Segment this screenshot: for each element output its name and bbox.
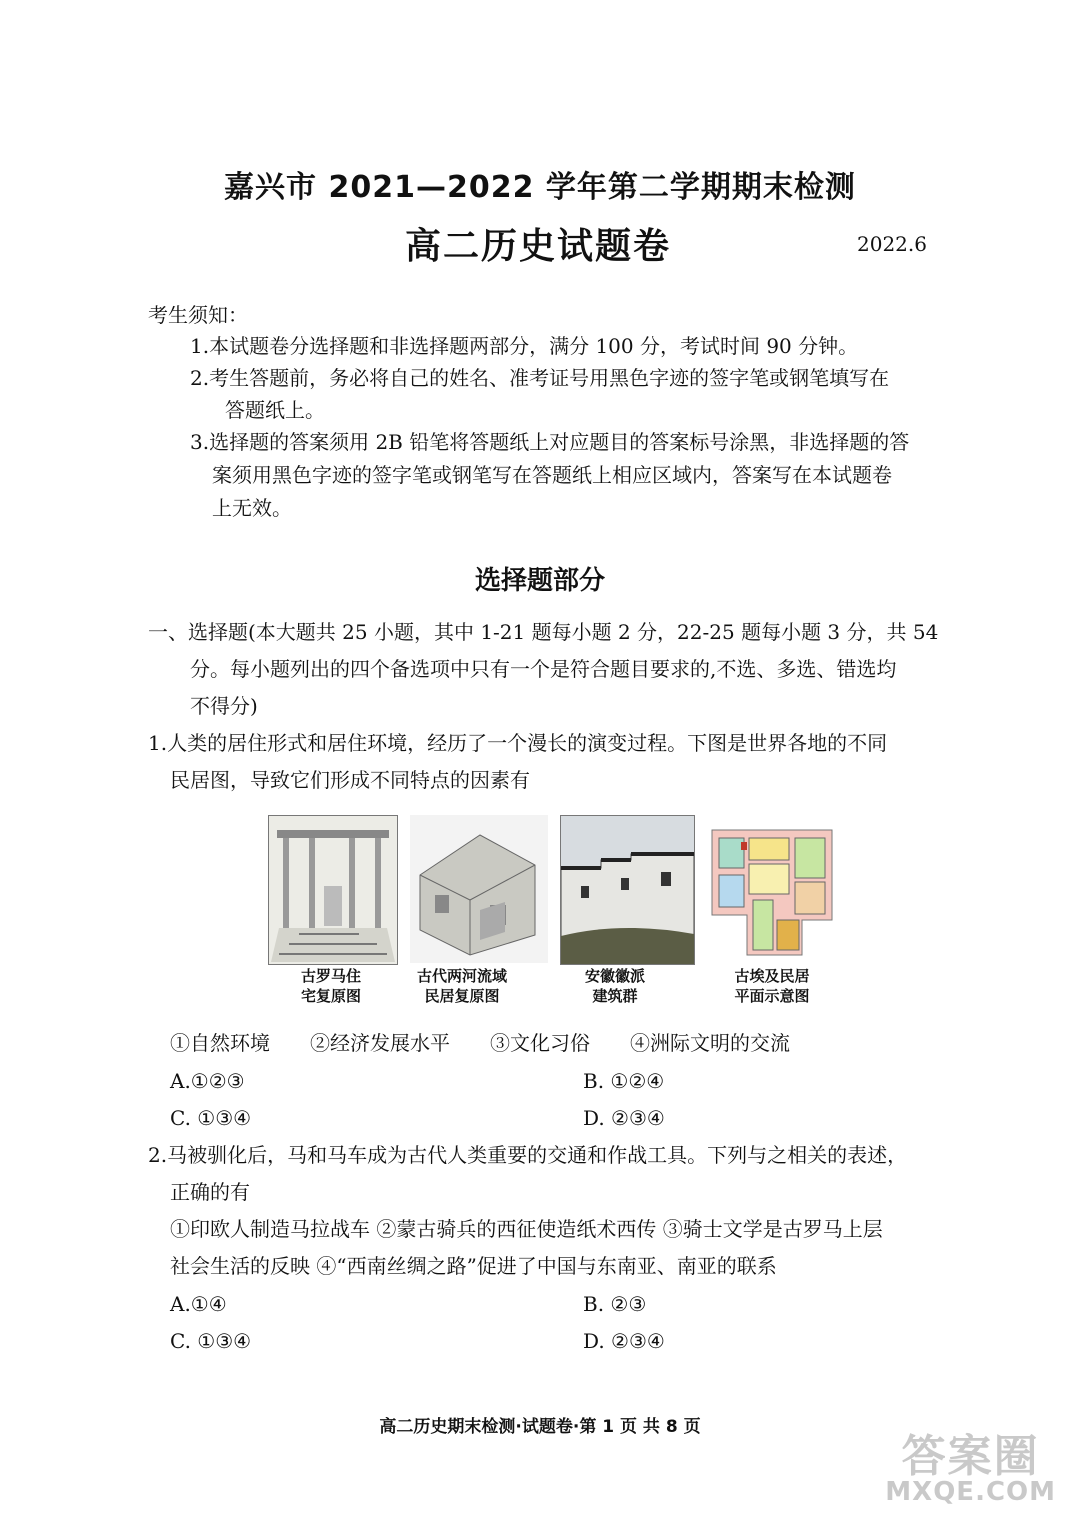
- exam-date: 2022.6: [857, 232, 927, 256]
- notice-line-2: 2.考生答题前，务必将自己的姓名、准考证号用黑色字迹的签字笔或钢笔填写在: [190, 366, 890, 390]
- q2-option-a: A.①④: [170, 1292, 227, 1316]
- q2-stem-line-1: 2.马被驯化后，马和马车成为古代人类重要的交通和作战工具。下列与之相关的表述，: [148, 1143, 908, 1167]
- egypt-house-caption-1: 古埃及民居: [734, 967, 810, 985]
- huizhou-caption-1: 安徽徽派: [584, 967, 645, 985]
- q1-stem-line-2: 民居图，导致它们形成不同特点的因素有: [170, 768, 530, 792]
- huizhou-caption-2: 建筑群: [592, 987, 638, 1005]
- section-title: 选择题部分: [474, 566, 605, 596]
- q2-option-c: C. ①③④: [170, 1329, 252, 1353]
- q2-items-line-1: ①印欧人制造马拉战车 ②蒙古骑兵的西征使造纸术西传 ③骑士文学是古罗马上层: [170, 1217, 883, 1241]
- q2-option-d: D. ②③④: [583, 1329, 665, 1353]
- egypt-house-caption-2: 平面示意图: [734, 987, 810, 1005]
- exam-title: 嘉兴市 2021—2022 学年第二学期期末检测: [224, 170, 856, 205]
- part1-line-2: 分。每小题列出的四个备选项中只有一个是符合题目要求的,不选、多选、错选均: [190, 657, 897, 681]
- page-footer: 高二历史期末检测·试题卷·第 1 页 共 8 页: [379, 1417, 701, 1437]
- q1-option-a: A.①②③: [170, 1069, 245, 1093]
- roman-house-caption-2: 宅复原图: [300, 987, 361, 1005]
- notice-line-5: 案须用黑色字迹的签字笔或钢笔写在答题纸上相应区域内，答案写在本试题卷: [212, 463, 892, 487]
- mesopotamia-house-caption-1: 古代两河流域: [416, 967, 507, 985]
- q1-stem-line-1: 1.人类的居住形式和居住环境，经历了一个漫长的演变过程。下图是世界各地的不同: [148, 731, 888, 755]
- watermark-logo: [885, 1431, 1056, 1507]
- watermark-line-2: MXQE.COM: [885, 1477, 1056, 1507]
- notice-line-1: 1.本试题卷分选择题和非选择题两部分，满分 100 分，考试时间 90 分钟。: [190, 334, 859, 358]
- q1-option-c: C. ①③④: [170, 1106, 252, 1130]
- notice-line-4: 3.选择题的答案须用 2B 铅笔将答题纸上对应题目的答案标号涂黑，非选择题的答: [190, 430, 910, 454]
- roman-house-caption-1: 古罗马住: [300, 967, 361, 985]
- watermark-line-1: 答案圈: [901, 1431, 1040, 1482]
- huizhou-architecture-image: [560, 815, 695, 965]
- q2-items-line-2: 社会生活的反映 ④“西南丝绸之路”促进了中国与东南亚、南亚的联系: [170, 1254, 777, 1278]
- q1-option-d: D. ②③④: [583, 1106, 665, 1130]
- notice-heading: 考生须知：: [148, 303, 248, 327]
- q2-option-b: B. ②③: [583, 1292, 647, 1316]
- q2-stem-line-2: 正确的有: [170, 1180, 250, 1204]
- roman-house-image: [268, 815, 398, 965]
- egypt-house-plan-image: [707, 820, 837, 960]
- part1-line-1: 一、选择题(本大题共 25 小题，其中 1-21 题每小题 2 分，22-25 题每小题 3 分，共 54: [148, 620, 939, 644]
- mesopotamia-house-caption-2: 民居复原图: [424, 987, 500, 1005]
- notice-line-6: 上无效。: [212, 496, 292, 520]
- mesopotamia-house-image: [410, 815, 548, 963]
- q1-items: ①自然环境 ②经济发展水平 ③文化习俗 ④洲际文明的交流: [170, 1031, 790, 1055]
- paper-title: 高二历史试题卷: [405, 226, 672, 267]
- notice-line-3: 答题纸上。: [225, 398, 325, 422]
- q1-option-b: B. ①②④: [583, 1069, 665, 1093]
- part1-line-3: 不得分): [190, 694, 258, 718]
